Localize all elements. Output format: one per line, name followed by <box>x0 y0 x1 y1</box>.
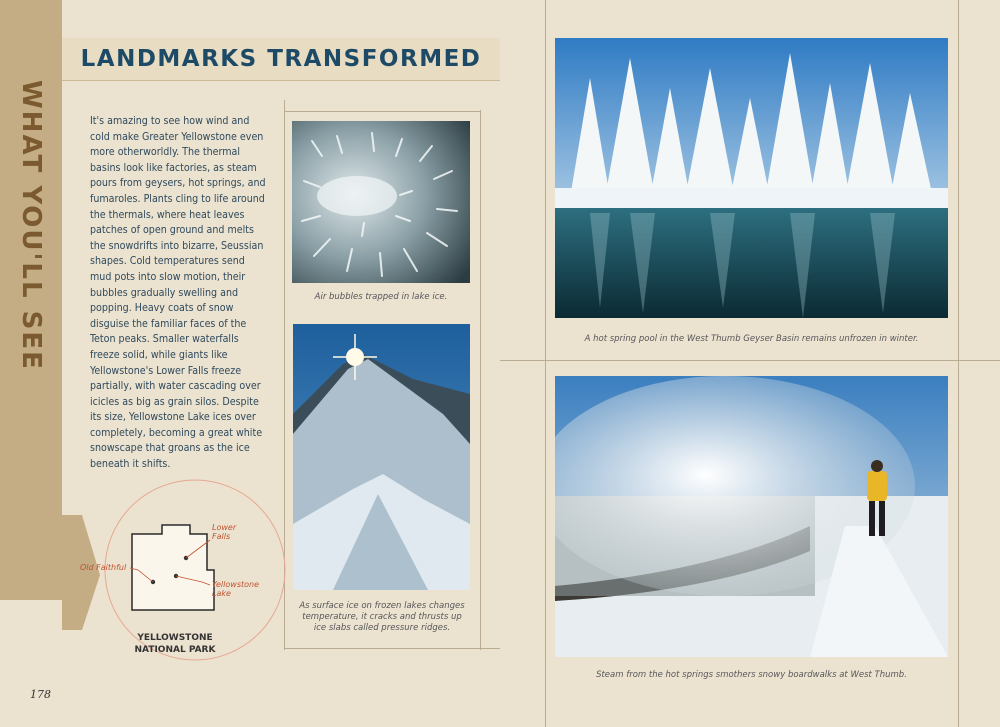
hot-spring-photo <box>555 38 948 318</box>
page-number: 178 <box>30 688 51 701</box>
section-label-text: WHAT YOU'LL SEE <box>16 80 46 371</box>
air-bubbles-caption: Air bubbles trapped in lake ice. <box>314 292 448 302</box>
hot-spring-caption: A hot spring pool in the West Thumb Geyser Basin remains unfrozen in winter. <box>584 334 919 344</box>
gutter-rule <box>545 0 546 727</box>
map-label-old-faithful: Old Faithful <box>80 563 127 572</box>
guide-rule <box>500 360 1000 361</box>
guide-rule <box>284 111 480 112</box>
guide-rule <box>480 110 481 650</box>
guide-rule <box>284 648 500 649</box>
body-paragraph: It's amazing to see how wind and cold make Greater Yellowstone even more otherworldly. The thermal basins look like factories, as steam pours from geysers, hot springs, and fumaroles. Plants cling to life around the thermals, where heat leaves patches of open ground and melts the snowdrifts into bizarre, Seussian shapes. Cold temperatures send mud pots into slow motion, their bubbles gradually swelling and popping. Heavy coats of snow disguise the familiar faces of the Teton peaks. Smaller waterfalls freeze solid, while giants like Yellowstone's Lower Falls freeze partially, with water cascading over icicles as big as grain silos. Despite its size, Yellowstone Lake ices over completely, becoming a great white snowscape that groans as the ice beneath it shifts. <box>90 115 266 471</box>
pressure-ridge-photo <box>293 324 470 590</box>
page-title: LANDMARKS TRANSFORMED <box>80 46 482 72</box>
map-label-yellowstone-lake: Yellowstone Lake <box>212 580 260 598</box>
section-label <box>0 80 62 371</box>
guide-rule <box>958 0 959 727</box>
pressure-ridge-caption: As surface ice on frozen lakes changes temperature, it cracks and thrusts up ice slabs called pressure ridges. <box>299 601 465 633</box>
map-park-name: YELLOWSTONE NATIONAL PARK <box>134 633 216 655</box>
map-label-lower-falls: Lower Falls <box>212 523 237 541</box>
title-band <box>62 38 500 81</box>
boardwalk-caption: Steam from the hot springs smothers snowy boardwalks at West Thumb. <box>596 670 907 680</box>
boardwalk-photo <box>555 376 948 657</box>
air-bubbles-photo <box>292 121 470 283</box>
